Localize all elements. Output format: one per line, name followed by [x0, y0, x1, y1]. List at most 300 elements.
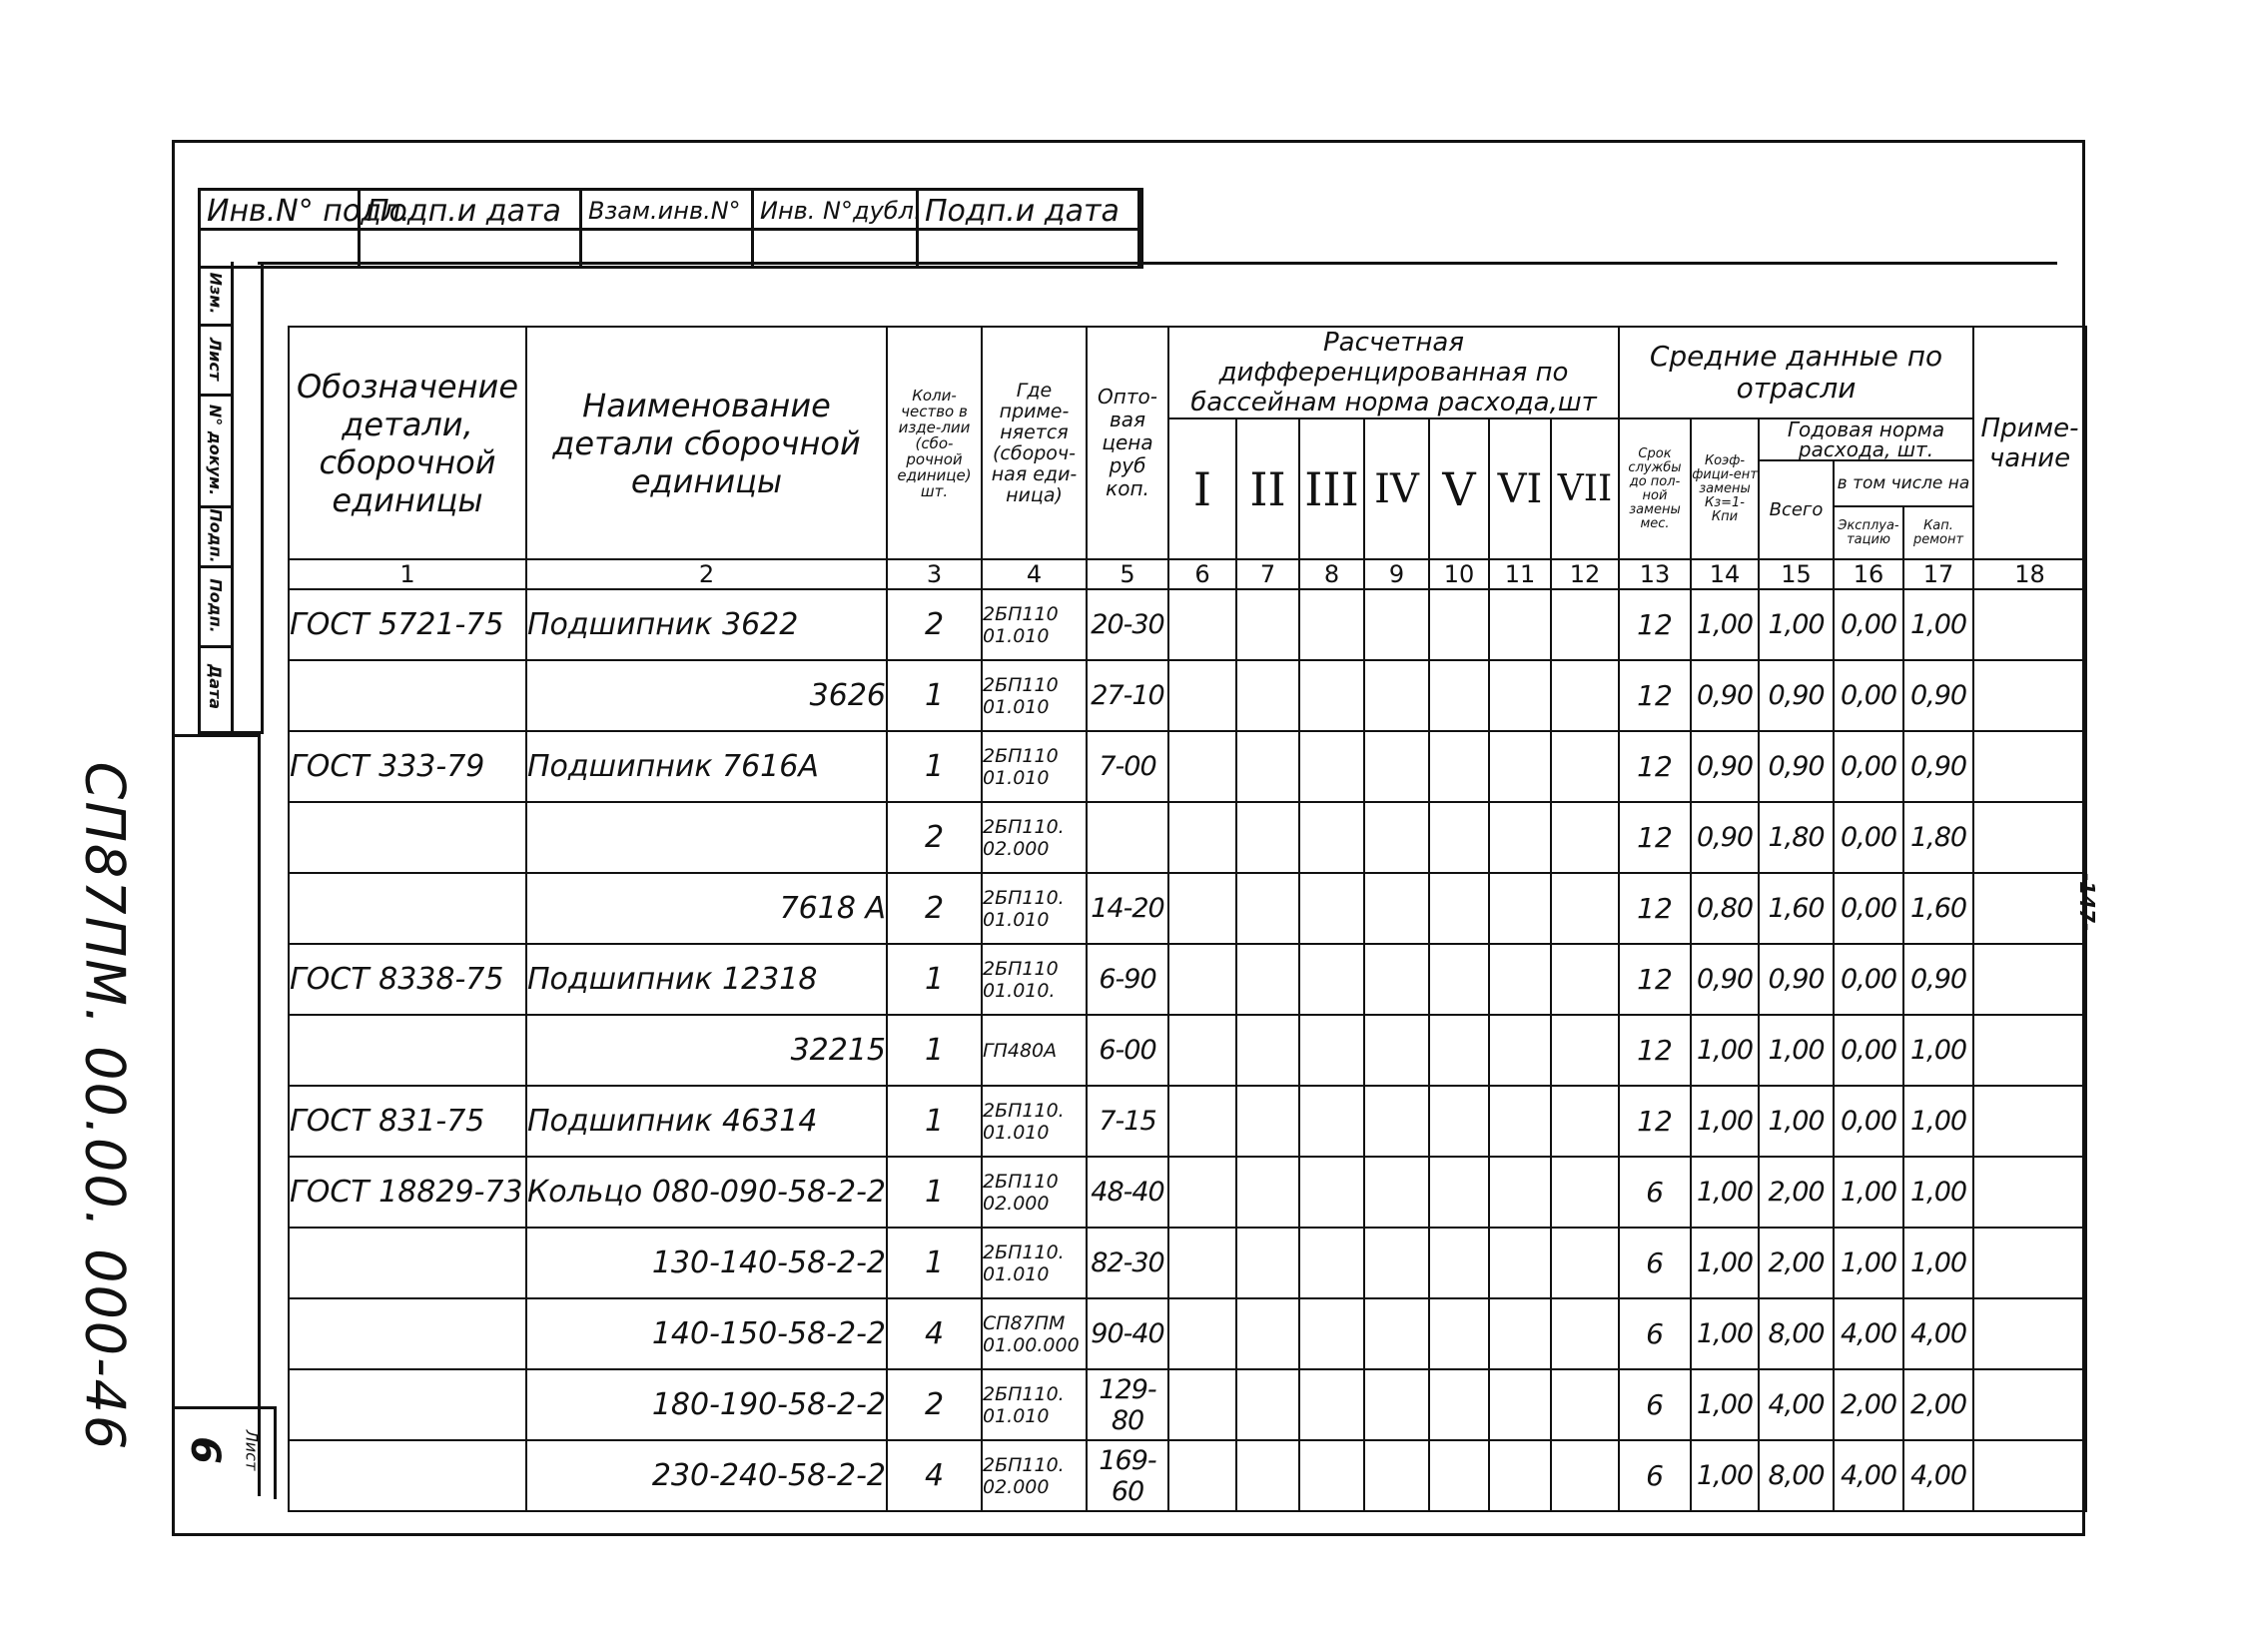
column-number: 4 [982, 559, 1087, 589]
label-list: Лист [206, 337, 226, 381]
column-numbers-row [289, 559, 2086, 589]
column-number: 13 [1619, 559, 1691, 589]
where-line: 2БП110 [983, 1170, 1059, 1193]
cell-basin [1364, 660, 1429, 731]
cell-expl: 2,00 [1834, 1369, 1903, 1440]
cell-where [982, 1015, 1087, 1086]
cell-coef: 1,00 [1691, 1369, 1759, 1440]
header-basin-6: VI [1489, 418, 1551, 559]
cell-basin [1551, 802, 1619, 873]
cell-price: 14-20 [1087, 873, 1168, 944]
cell-service-life: 6 [1619, 1228, 1691, 1298]
cell-basin [1299, 1015, 1364, 1086]
cell-name: 7618 А [526, 873, 887, 944]
cell-price: 7-15 [1087, 1086, 1168, 1157]
header-line [258, 262, 2057, 265]
cell-name: Кольцо 080-090-58-2-2 [526, 1157, 887, 1228]
cell-coef: 1,00 [1691, 1015, 1759, 1086]
cell-expl: 0,00 [1834, 1086, 1903, 1157]
cell-total: 8,00 [1759, 1298, 1834, 1369]
cell-where [982, 1157, 1087, 1228]
cell-total: 4,00 [1759, 1369, 1834, 1440]
cell-basin [1168, 1369, 1236, 1440]
stamp-podp-data: Подп.и дата [361, 191, 582, 231]
cell-name: Подшипник 3622 [526, 589, 887, 660]
where-line: 01.010 [983, 766, 1050, 789]
table-row [289, 802, 2086, 873]
cell-name: 140-150-58-2-2 [526, 1298, 887, 1369]
table-body [289, 589, 2086, 1511]
cell-basin [1299, 1440, 1364, 1511]
cell-basin [1429, 1157, 1489, 1228]
cell-basin [1299, 802, 1364, 873]
cell-price: 169-60 [1087, 1440, 1168, 1511]
cell-basin [1236, 1015, 1299, 1086]
column-number: 12 [1551, 559, 1619, 589]
cell-repair: 1,00 [1903, 1228, 1973, 1298]
cell-qty: 1 [887, 944, 982, 1015]
cell-where [982, 1086, 1087, 1157]
cell-coef: 1,00 [1691, 1440, 1759, 1511]
cell-basin [1236, 1086, 1299, 1157]
stamp-header [198, 188, 1143, 231]
where-line: 2БП110 [983, 673, 1059, 696]
code-box [174, 734, 261, 1496]
cell-basin [1299, 660, 1364, 731]
cell-repair: 1,00 [1903, 1157, 1973, 1228]
cell-basin [1364, 944, 1429, 1015]
cell-note [1973, 1015, 2086, 1086]
cell-expl: 1,00 [1834, 1157, 1903, 1228]
column-number: 6 [1168, 559, 1236, 589]
cell-basin [1364, 1369, 1429, 1440]
cell-basin [1236, 660, 1299, 731]
column-number: 11 [1489, 559, 1551, 589]
cell-basin [1168, 1086, 1236, 1157]
cell-total: 8,00 [1759, 1440, 1834, 1511]
cell-service-life: 12 [1619, 1015, 1691, 1086]
cell-designation [289, 1440, 526, 1511]
header-basin-2: II [1236, 418, 1299, 559]
cell-basin [1489, 802, 1551, 873]
label-izm: Изм. [206, 272, 226, 314]
cell-service-life: 6 [1619, 1298, 1691, 1369]
cell-basin [1168, 731, 1236, 802]
cell-repair: 4,00 [1903, 1440, 1973, 1511]
stamp-podp-data-2: Подп.и дата [919, 191, 1140, 231]
label-podp-2: Подп. [206, 577, 226, 633]
where-line: СП87ПМ [983, 1311, 1066, 1334]
cell-basin [1168, 660, 1236, 731]
cell-total: 0,90 [1759, 944, 1834, 1015]
cell-expl: 0,00 [1834, 944, 1903, 1015]
cell-basin [1489, 589, 1551, 660]
where-line: 01.010 [983, 1404, 1050, 1427]
table-row [289, 589, 2086, 660]
cell-basin [1489, 660, 1551, 731]
cell-note [1973, 660, 2086, 731]
cell-basin [1299, 1157, 1364, 1228]
cell-total: 0,90 [1759, 660, 1834, 731]
table-row [289, 944, 2086, 1015]
cell-basin [1236, 1369, 1299, 1440]
cell-note [1973, 1298, 2086, 1369]
cell-note [1973, 1440, 2086, 1511]
cell-service-life: 12 [1619, 944, 1691, 1015]
cell-price: 20-30 [1087, 589, 1168, 660]
cell-expl: 0,00 [1834, 802, 1903, 873]
cell-designation: ГОСТ 8338-75 [289, 944, 526, 1015]
table-row [289, 731, 2086, 802]
cell-basin [1236, 731, 1299, 802]
cell-basin [1299, 944, 1364, 1015]
cell-basin [1168, 1015, 1236, 1086]
cell-service-life: 12 [1619, 731, 1691, 802]
cell-designation [289, 873, 526, 944]
label-data: Дата [206, 663, 226, 710]
cell-basin [1168, 873, 1236, 944]
cell-name: Подшипник 12318 [526, 944, 887, 1015]
cell-basin [1489, 944, 1551, 1015]
cell-where [982, 660, 1087, 731]
where-line: 01.010 [983, 1121, 1050, 1144]
cell-basin [1236, 1157, 1299, 1228]
where-line: 01.010 [983, 1262, 1050, 1285]
cell-basin [1236, 1440, 1299, 1511]
where-line: 2БП110. [983, 886, 1065, 909]
cell-basin [1551, 1440, 1619, 1511]
cell-where [982, 944, 1087, 1015]
header-basin-5: V [1429, 418, 1489, 559]
cell-basin [1429, 731, 1489, 802]
cell-where [982, 589, 1087, 660]
cell-designation: ГОСТ 333-79 [289, 731, 526, 802]
header-expl: Эксплуа-тацию [1835, 507, 1904, 558]
cell-price: 129-80 [1087, 1369, 1168, 1440]
cell-repair: 2,00 [1903, 1369, 1973, 1440]
cell-designation: ГОСТ 18829-73 [289, 1157, 526, 1228]
cell-total: 2,00 [1759, 1157, 1834, 1228]
cell-qty: 1 [887, 731, 982, 802]
cell-basin [1236, 1228, 1299, 1298]
cell-qty: 4 [887, 1298, 982, 1369]
cell-qty: 1 [887, 1228, 982, 1298]
cell-where [982, 802, 1087, 873]
cell-basin [1489, 731, 1551, 802]
header-calc-group: Расчетная дифференцированная по бассейнам норма расхода,шт [1168, 327, 1619, 418]
cell-price: 48-40 [1087, 1157, 1168, 1228]
where-line: 02.000 [983, 1475, 1050, 1498]
cell-designation [289, 1015, 526, 1086]
cell-qty: 2 [887, 589, 982, 660]
where-line: 2БП110. [983, 1099, 1065, 1122]
table-row [289, 1369, 2086, 1440]
header-total: Всего [1759, 460, 1834, 559]
cell-designation [289, 660, 526, 731]
table-row [289, 660, 2086, 731]
cell-basin [1489, 1086, 1551, 1157]
cell-price: 6-00 [1087, 1015, 1168, 1086]
cell-basin [1168, 1228, 1236, 1298]
cell-basin [1551, 873, 1619, 944]
cell-basin [1429, 1440, 1489, 1511]
cell-designation [289, 802, 526, 873]
cell-designation: ГОСТ 5721-75 [289, 589, 526, 660]
header-basin-4: IV [1364, 418, 1429, 559]
table-row [289, 873, 2086, 944]
cell-note [1973, 944, 2086, 1015]
cell-basin [1299, 873, 1364, 944]
cell-basin [1168, 1157, 1236, 1228]
header-basin-1: I [1168, 418, 1236, 559]
cell-service-life: 12 [1619, 589, 1691, 660]
cell-coef: 1,00 [1691, 1086, 1759, 1157]
cell-basin [1551, 589, 1619, 660]
column-number: 2 [526, 559, 887, 589]
cell-basin [1551, 1369, 1619, 1440]
where-line: 01.010 [983, 908, 1050, 931]
cell-name: 32215 [526, 1015, 887, 1086]
cell-basin [1168, 1298, 1236, 1369]
cell-repair: 0,90 [1903, 731, 1973, 802]
cell-basin [1168, 802, 1236, 873]
cell-name: 230-240-58-2-2 [526, 1440, 887, 1511]
cell-basin [1236, 1298, 1299, 1369]
where-line: 01.00.000 [983, 1333, 1080, 1356]
table-row [289, 1440, 2086, 1511]
column-number: 10 [1429, 559, 1489, 589]
cell-note [1973, 1157, 2086, 1228]
cell-basin [1551, 660, 1619, 731]
cell-coef: 1,00 [1691, 1157, 1759, 1228]
cell-qty: 1 [887, 660, 982, 731]
stamp-inv-dubl: Инв. N°дубл. [754, 191, 919, 231]
cell-price [1087, 802, 1168, 873]
cell-where [982, 731, 1087, 802]
cell-designation [289, 1369, 526, 1440]
cell-note [1973, 1086, 2086, 1157]
cell-qty: 1 [887, 1086, 982, 1157]
cell-basin [1236, 873, 1299, 944]
cell-total: 2,00 [1759, 1228, 1834, 1298]
header-where: Где приме-няется (сбороч-ная еди-ница) [982, 327, 1087, 559]
where-line: 2БП110 [983, 602, 1059, 625]
header-qty: Коли-чество в изде-лии (сбо-рочной единице) шт. [887, 327, 982, 559]
cell-qty: 4 [887, 1440, 982, 1511]
cell-basin [1429, 873, 1489, 944]
cell-basin [1364, 1228, 1429, 1298]
cell-coef: 1,00 [1691, 1298, 1759, 1369]
where-line: 2БП110. [983, 1453, 1065, 1476]
cell-service-life: 12 [1619, 802, 1691, 873]
header-incl: в том числе на [1835, 461, 1972, 507]
cell-name: Подшипник 46314 [526, 1086, 887, 1157]
cell-basin [1551, 1086, 1619, 1157]
header-avg-group: Средние данные по отрасли [1619, 327, 1973, 418]
cell-qty: 2 [887, 873, 982, 944]
cell-coef: 1,00 [1691, 1228, 1759, 1298]
cell-basin [1364, 589, 1429, 660]
cell-basin [1429, 1228, 1489, 1298]
cell-basin [1299, 1228, 1364, 1298]
cell-basin [1489, 1228, 1551, 1298]
cell-basin [1551, 1298, 1619, 1369]
label-n-dokum: N° докум. [206, 404, 226, 495]
cell-basin [1429, 1015, 1489, 1086]
spec-table [288, 326, 2087, 1512]
where-line: 2БП110. [983, 815, 1065, 838]
cell-basin [1364, 1298, 1429, 1369]
cell-basin [1429, 944, 1489, 1015]
cell-basin [1429, 802, 1489, 873]
cell-basin [1299, 1369, 1364, 1440]
where-line: 01.010. [983, 979, 1056, 1002]
cell-service-life: 6 [1619, 1369, 1691, 1440]
cell-expl: 0,00 [1834, 873, 1903, 944]
cell-basin [1168, 589, 1236, 660]
cell-note [1973, 589, 2086, 660]
sheet-label: Лист [242, 1429, 262, 1471]
cell-basin [1364, 1157, 1429, 1228]
sheet-number: 6 [182, 1436, 228, 1464]
cell-basin [1364, 1086, 1429, 1157]
cell-basin [1489, 1369, 1551, 1440]
cell-basin [1168, 944, 1236, 1015]
column-number: 15 [1759, 559, 1834, 589]
cell-service-life: 12 [1619, 1086, 1691, 1157]
cell-basin [1489, 1015, 1551, 1086]
cell-expl: 4,00 [1834, 1298, 1903, 1369]
cell-name [526, 802, 887, 873]
cell-basin [1429, 1086, 1489, 1157]
cell-basin [1489, 873, 1551, 944]
header-service-life: Срок службы до пол-ной замены мес. [1619, 418, 1691, 559]
cell-expl: 1,00 [1834, 1228, 1903, 1298]
column-number: 16 [1834, 559, 1903, 589]
cell-basin [1236, 944, 1299, 1015]
cell-basin [1364, 1440, 1429, 1511]
header-repair: Кап. ремонт [1912, 517, 1964, 547]
cell-note [1973, 873, 2086, 944]
column-number: 18 [1973, 559, 2086, 589]
column-number: 8 [1299, 559, 1364, 589]
cell-expl: 0,00 [1834, 1015, 1903, 1086]
cell-basin [1364, 802, 1429, 873]
cell-total: 1,00 [1759, 1015, 1834, 1086]
table-row [289, 1086, 2086, 1157]
cell-qty: 2 [887, 1369, 982, 1440]
cell-name: 180-190-58-2-2 [526, 1369, 887, 1440]
cell-basin [1551, 731, 1619, 802]
cell-coef: 0,80 [1691, 873, 1759, 944]
header-note: Приме-чание [1973, 327, 2086, 559]
cell-note [1973, 1228, 2086, 1298]
header-basin-7: VII [1551, 418, 1619, 559]
cell-repair: 0,90 [1903, 660, 1973, 731]
where-line: 01.010 [983, 695, 1050, 718]
cell-service-life: 12 [1619, 660, 1691, 731]
cell-repair: 1,00 [1903, 1015, 1973, 1086]
where-line: 01.010 [983, 624, 1050, 647]
cell-designation [289, 1228, 526, 1298]
cell-coef: 0,90 [1691, 802, 1759, 873]
cell-note [1973, 1369, 2086, 1440]
cell-repair: 1,00 [1903, 1086, 1973, 1157]
column-number: 1 [289, 559, 526, 589]
cell-basin [1429, 1298, 1489, 1369]
cell-basin [1299, 589, 1364, 660]
cell-where [982, 1440, 1087, 1511]
stamp-inv-podl: Инв.N° подл. [201, 191, 361, 231]
cell-qty: 2 [887, 802, 982, 873]
cell-expl: 0,00 [1834, 731, 1903, 802]
cell-qty: 1 [887, 1015, 982, 1086]
cell-qty: 1 [887, 1157, 982, 1228]
stamp-vzam-inv: Взам.инв.N° [582, 191, 754, 231]
header-basin-3: III [1299, 418, 1364, 559]
cell-basin [1489, 1440, 1551, 1511]
table-row [289, 1157, 2086, 1228]
header-coef: Коэф-фици-ент замены Кз=1-Кпи [1691, 418, 1759, 559]
page-number: -147- [2075, 872, 2099, 932]
cell-basin [1364, 873, 1429, 944]
table-row [289, 1228, 2086, 1298]
cell-service-life: 6 [1619, 1440, 1691, 1511]
column-number: 9 [1364, 559, 1429, 589]
cell-coef: 1,00 [1691, 589, 1759, 660]
table-row [289, 1015, 2086, 1086]
cell-basin [1429, 660, 1489, 731]
cell-where [982, 1369, 1087, 1440]
cell-basin [1489, 1298, 1551, 1369]
cell-price: 27-10 [1087, 660, 1168, 731]
cell-basin [1236, 802, 1299, 873]
cell-price: 82-30 [1087, 1228, 1168, 1298]
label-podp: Подп. [206, 507, 226, 563]
cell-where [982, 1298, 1087, 1369]
cell-basin [1551, 1157, 1619, 1228]
cell-expl: 0,00 [1834, 660, 1903, 731]
cell-designation [289, 1298, 526, 1369]
document-code: СП87ПМ. 00.00. 000-46 [73, 761, 137, 1452]
cell-total: 1,00 [1759, 1086, 1834, 1157]
cell-designation: ГОСТ 831-75 [289, 1086, 526, 1157]
cell-total: 0,90 [1759, 731, 1834, 802]
cell-service-life: 6 [1619, 1157, 1691, 1228]
cell-name: Подшипник 7616А [526, 731, 887, 802]
cell-name: 3626 [526, 660, 887, 731]
where-line: 2БП110 [983, 957, 1059, 980]
cell-price: 6-90 [1087, 944, 1168, 1015]
cell-repair: 4,00 [1903, 1298, 1973, 1369]
cell-repair: 1,60 [1903, 873, 1973, 944]
cell-service-life: 12 [1619, 873, 1691, 944]
cell-note [1973, 802, 2086, 873]
cell-basin [1299, 1298, 1364, 1369]
cell-basin [1551, 1228, 1619, 1298]
cell-price: 7-00 [1087, 731, 1168, 802]
where-line: 2БП110. [983, 1382, 1065, 1405]
column-number: 17 [1903, 559, 1973, 589]
cell-name: 130-140-58-2-2 [526, 1228, 887, 1298]
header-designation: Обозначение детали, сборочной единицы [289, 327, 526, 559]
column-number: 3 [887, 559, 982, 589]
column-number: 5 [1087, 559, 1168, 589]
cell-coef: 0,90 [1691, 660, 1759, 731]
cell-basin [1168, 1440, 1236, 1511]
cell-expl: 4,00 [1834, 1440, 1903, 1511]
cell-repair: 0,90 [1903, 944, 1973, 1015]
